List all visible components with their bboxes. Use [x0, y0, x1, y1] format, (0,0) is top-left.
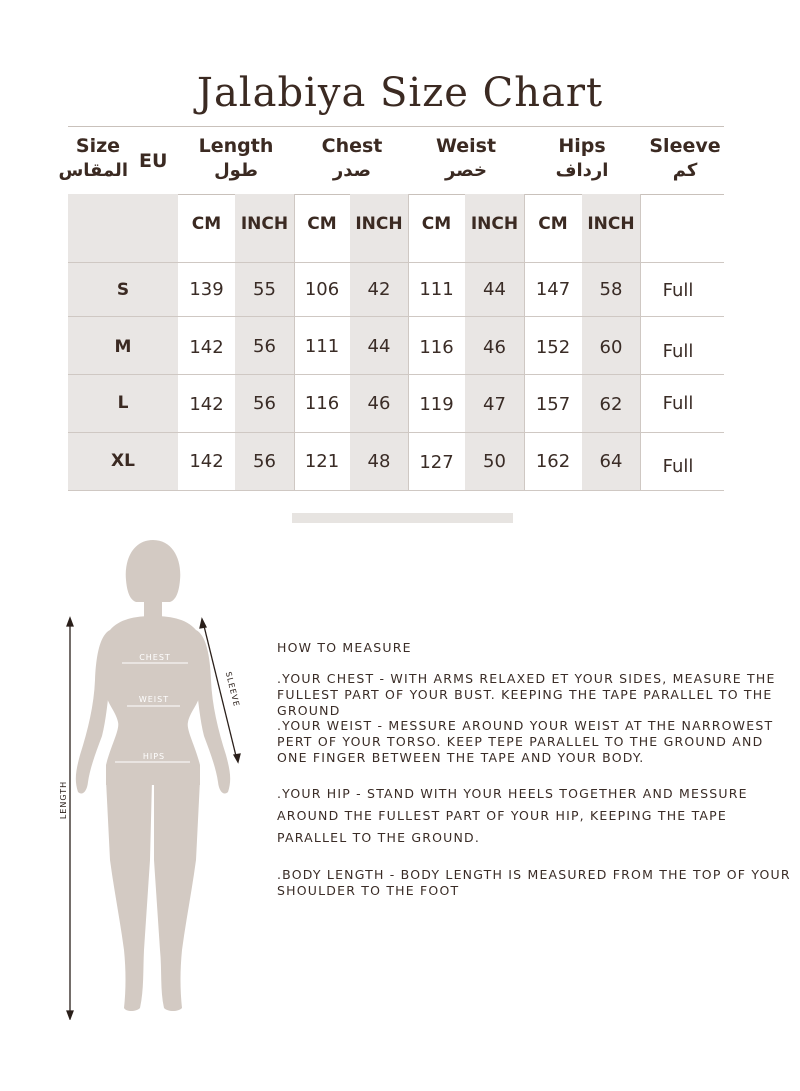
table-cell: 139 — [189, 279, 224, 300]
size-label: XL — [111, 451, 135, 471]
unit-label: CM — [421, 214, 452, 234]
table-cell: 46 — [483, 337, 506, 358]
size-label: M — [114, 337, 132, 357]
grid-line — [68, 432, 724, 433]
hips-header: Hips ارداف — [555, 135, 609, 181]
length-label: LENGTH — [59, 780, 68, 820]
table-cell: 127 — [419, 452, 454, 473]
table-cell: 142 — [189, 337, 224, 358]
size-label: S — [116, 280, 130, 300]
unit-label: INCH — [240, 214, 289, 234]
table-cell: 116 — [419, 337, 454, 358]
table-cell: 56 — [253, 336, 276, 357]
unit-label: CM — [191, 214, 222, 234]
table-cell: 56 — [253, 451, 276, 472]
table-cell: 157 — [535, 394, 571, 415]
unit-label: INCH — [470, 214, 519, 234]
table-cell: 142 — [189, 451, 224, 472]
sleeve-cell: Full — [662, 341, 694, 362]
hip-instruction: .YOUR HIP - STAND WITH YOUR HEELS TOGETHER AND MESSURE AROUND THE FULLEST PART OF YOUR HIP, KEEPING THE TAPE PARALLEL TO THE GROUND. — [277, 786, 748, 845]
silhouette — [76, 540, 230, 1011]
table-cell: 142 — [189, 394, 224, 415]
weist-instruction: .YOUR WEIST - MESSURE AROUND YOUR WEIST AT THE NARROWEST PERT OF YOUR TORSO. KEEP TEPE PARALLEL TO THE GROUND AND ONE FINGER BETWEEN THE TAPE AND YOUR BODY. — [277, 718, 774, 765]
grid-line — [68, 316, 724, 317]
unit-label: CM — [307, 214, 337, 234]
table-cell: 152 — [535, 337, 571, 358]
sleeve-cell: Full — [662, 456, 694, 477]
grid-line — [68, 374, 724, 375]
table-cell: 46 — [367, 393, 391, 414]
weist-header: Weist خصر — [435, 135, 497, 181]
size-header: Size المقاس — [58, 135, 128, 181]
table-cell: 44 — [483, 279, 506, 300]
table-cell: 121 — [304, 451, 340, 472]
header-top-rule — [68, 126, 724, 127]
size-label: L — [117, 393, 129, 413]
grid-line — [68, 490, 724, 491]
table-cell: 119 — [419, 394, 454, 415]
table-cell: 147 — [535, 279, 571, 300]
grid-line — [68, 262, 724, 263]
table-cell: 42 — [367, 279, 391, 300]
hips-label: HIPS — [142, 752, 166, 761]
table-cell: 55 — [253, 279, 276, 300]
body-measurement-figure — [40, 530, 250, 1020]
table-cell: 44 — [367, 336, 391, 357]
sleeve-cell: Full — [662, 280, 694, 301]
table-cell: 60 — [599, 337, 623, 358]
length-instruction: .BODY LENGTH - BODY LENGTH IS MEASURED FROM THE TOP OF YOUR SHOULDER TO THE FOOT — [277, 867, 791, 898]
page-title: Jalabiya Size Chart — [196, 70, 604, 116]
table-cell: 111 — [419, 279, 454, 300]
table-cell: 162 — [535, 451, 571, 472]
table-cell: 116 — [304, 393, 340, 414]
table-cell: 111 — [304, 336, 340, 357]
sleeve-label: SLEEVE — [223, 670, 242, 709]
table-cell: 47 — [483, 394, 506, 415]
table-cell: 56 — [253, 393, 276, 414]
how-to-measure-heading: HOW TO MEASURE — [277, 640, 412, 655]
unit-label: INCH — [587, 214, 635, 234]
chest-instruction: .YOUR CHEST - WITH ARMS RELAXED ET YOUR SIDES, MEASURE THE FULLEST PART OF YOUR BUST. KEEPING THE TAPE PARALLEL TO THE GROUND — [277, 671, 776, 718]
chest-header: Chest صدر — [321, 135, 383, 181]
divider-bar — [292, 513, 513, 523]
unit-label: INCH — [355, 214, 403, 234]
eu-header: EU — [139, 150, 168, 172]
weist-label: WEIST — [138, 695, 170, 704]
table-cell: 48 — [367, 451, 391, 472]
table-cell: 106 — [304, 279, 340, 300]
unit-label: CM — [538, 214, 568, 234]
sleeve-cell: Full — [662, 393, 694, 414]
table-cell: 64 — [599, 451, 623, 472]
table-cell: 58 — [599, 279, 623, 300]
table-cell: 62 — [599, 394, 623, 415]
chest-label: CHEST — [139, 653, 171, 662]
sleeve-header: Sleeve كم — [649, 135, 721, 181]
length-header: Length طول — [198, 135, 274, 181]
table-cell: 50 — [483, 451, 506, 472]
